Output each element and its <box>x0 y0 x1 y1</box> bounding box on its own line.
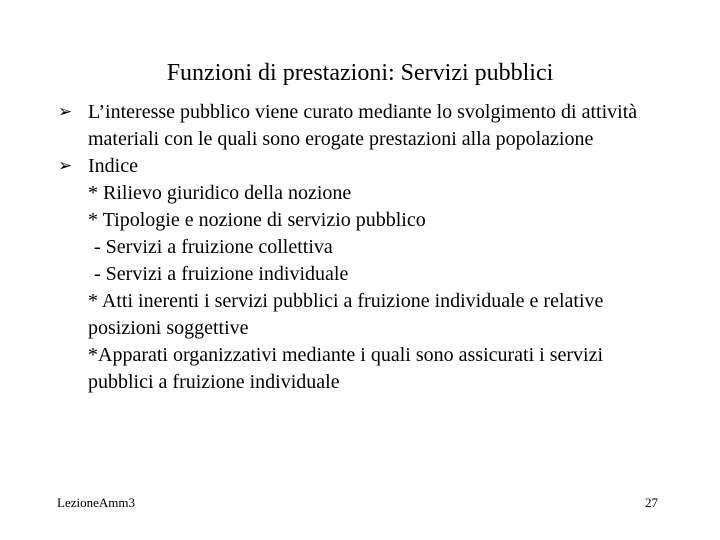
index-subitem: - Servizi a fruizione collettiva <box>94 236 333 258</box>
index-item: * Rilievo giuridico della nozione <box>88 182 352 204</box>
index-subitem: - Servizi a fruizione individuale <box>94 263 349 285</box>
footer-lesson-label: LezioneAmm3 <box>57 495 135 510</box>
index-item: *Apparati organizzativi mediante i quali sono assicurati i servizi pubblici a fruizione individuale <box>88 344 604 393</box>
index-list <box>58 180 698 396</box>
page-number: 27 <box>645 495 658 510</box>
slide-content <box>58 99 698 396</box>
index-item: * Atti inerenti i servizi pubblici a fruizione individuale e relative posizioni soggettive <box>88 290 604 339</box>
bullet-text: Indice <box>88 155 138 177</box>
slide-title: Funzioni di prestazioni: Servizi pubblici <box>166 60 554 86</box>
bullet-text: L’interesse pubblico viene curato mediante lo svolgimento di attività materiali con le quali sono erogate prestazioni alla popolazione <box>88 101 638 150</box>
arrow-bullet-icon: ➢ <box>58 156 73 176</box>
bullet-item-interest <box>58 99 698 153</box>
arrow-bullet-icon: ➢ <box>58 102 73 122</box>
index-item: * Tipologie e nozione di servizio pubblico <box>88 209 426 231</box>
bullet-item-index <box>58 153 698 180</box>
